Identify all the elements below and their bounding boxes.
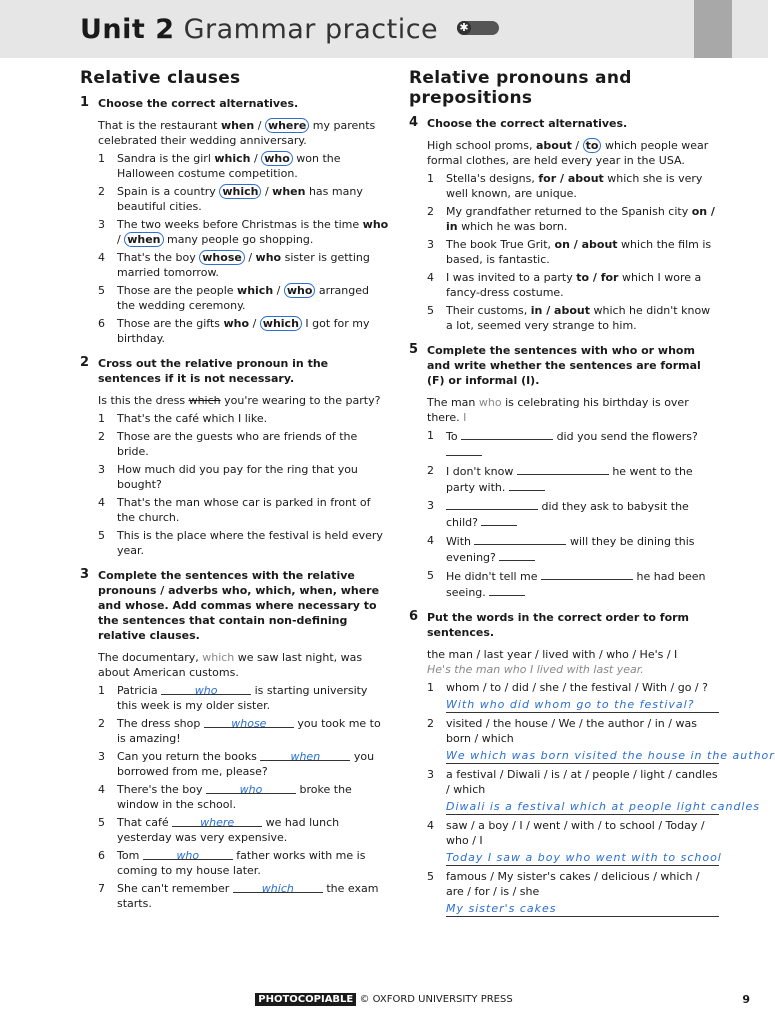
item-text: I was invited to a party bbox=[446, 271, 577, 284]
exercise-5-instruction bbox=[409, 343, 719, 388]
exercise-1-example: That is the restaurant when / where my parents celebrated their wedding anniversary. bbox=[98, 119, 376, 147]
list-item bbox=[409, 303, 719, 333]
item-text: is starting university this week is my older sister. bbox=[117, 684, 368, 712]
exercise-number: 5 bbox=[409, 342, 419, 357]
exercise-6-example: the man / last year / lived with / who / He's / I He's the man who I lived with last year. bbox=[427, 648, 678, 676]
item-number: 1 bbox=[427, 681, 434, 694]
item-number: 6 bbox=[98, 317, 105, 330]
item-text: Sandra is the girl bbox=[117, 152, 215, 165]
photocopiable-badge: PHOTOCOPIABLE bbox=[255, 993, 356, 1006]
star-badge bbox=[457, 21, 499, 35]
item-number: 1 bbox=[427, 172, 434, 185]
circled-answer[interactable]: to bbox=[583, 138, 602, 153]
list-item bbox=[409, 463, 719, 495]
item-text: famous / My sister's cakes / delicious / which / are / for / is / she bbox=[446, 870, 700, 898]
item-text: Tom bbox=[117, 849, 143, 862]
handwritten-answer[interactable]: We which was born visited the house in the author bbox=[446, 749, 775, 762]
item-number: 5 bbox=[98, 284, 105, 297]
left-heading: Relative clauses bbox=[80, 68, 241, 88]
exercise-2-instruction bbox=[80, 356, 390, 386]
exercise-6-instruction bbox=[409, 610, 719, 640]
header-tab bbox=[694, 0, 732, 58]
item-text: Stella's designs, bbox=[446, 172, 539, 185]
exercise-5-example: The man who is celebrating his birthday is over there. I bbox=[427, 396, 689, 424]
options[interactable]: on / in bbox=[446, 205, 715, 233]
answer-blank[interactable]: who bbox=[206, 782, 296, 794]
instruction-text: Put the words in the correct order to form sentences. bbox=[427, 611, 690, 639]
exercise-4-items bbox=[409, 171, 719, 333]
list-item bbox=[80, 250, 390, 280]
item-number: 5 bbox=[427, 870, 434, 883]
option-2[interactable]: who bbox=[261, 151, 293, 166]
item-text: did they ask to babysit the child? bbox=[446, 500, 689, 529]
list-item bbox=[80, 411, 390, 426]
item-text: She can't remember bbox=[117, 882, 233, 895]
left-column bbox=[80, 64, 390, 911]
exercise-6-items bbox=[409, 680, 775, 917]
item-text: he went to the party with. bbox=[446, 465, 693, 494]
item-number: 4 bbox=[427, 534, 434, 547]
item-text: sister is getting married tomorrow. bbox=[117, 251, 370, 279]
item-text: Patricia bbox=[117, 684, 162, 697]
exercise-3-items bbox=[80, 683, 390, 911]
list-item bbox=[80, 716, 390, 746]
right-heading: Relative pronouns and prepositions bbox=[409, 68, 632, 108]
item-number: 4 bbox=[98, 496, 105, 509]
exercise-1-instruction bbox=[80, 96, 390, 111]
item-text: I don't know bbox=[446, 465, 517, 478]
handwritten-answer[interactable]: Diwali is a festival which at people light candles bbox=[446, 800, 760, 813]
item-text: The two weeks before Christmas is the time bbox=[117, 218, 363, 231]
formality-blank[interactable] bbox=[509, 479, 545, 491]
list-item bbox=[80, 683, 390, 713]
page-number: 9 bbox=[742, 993, 750, 1006]
item-text: The dress shop bbox=[117, 717, 204, 730]
formality-blank[interactable] bbox=[489, 584, 525, 596]
item-text: The book True Grit, bbox=[446, 238, 555, 251]
option-1[interactable]: which bbox=[219, 184, 261, 199]
list-item bbox=[80, 283, 390, 313]
item-number: 5 bbox=[98, 816, 105, 829]
item-text: you took me to is amazing! bbox=[117, 717, 381, 745]
option-1[interactable]: who bbox=[223, 317, 250, 330]
exercise-2-items bbox=[80, 411, 390, 558]
item-text: which I wore a fancy-dress costume. bbox=[446, 271, 702, 299]
option-2[interactable]: which bbox=[260, 316, 302, 331]
item-text: whom / to / did / she / the festival / With / go / ? bbox=[446, 681, 708, 694]
answer-blank[interactable]: where bbox=[172, 815, 262, 827]
item-text: Spain is a country bbox=[117, 185, 220, 198]
item-number: 1 bbox=[98, 412, 105, 425]
options[interactable]: on / about bbox=[554, 238, 618, 251]
item-text: I got for my birthday. bbox=[117, 317, 370, 345]
item-text[interactable]: That's the man whose car is parked in front of the church. bbox=[117, 496, 371, 524]
item-number: 5 bbox=[427, 569, 434, 582]
exercise-5-items bbox=[409, 428, 719, 600]
instruction-text: Choose the correct alternatives. bbox=[98, 97, 299, 110]
item-text: Can you return the books bbox=[117, 750, 261, 763]
list-item bbox=[409, 171, 719, 201]
list-item bbox=[409, 270, 719, 300]
item-text: he had been seeing. bbox=[446, 570, 706, 599]
page-title bbox=[80, 14, 499, 45]
handwritten-answer[interactable]: My sister's cakes bbox=[446, 901, 719, 917]
instruction-text: Cross out the relative pronoun in the sentences if it is not necessary. bbox=[98, 357, 329, 385]
exercise-1-items bbox=[80, 151, 390, 346]
item-text: To bbox=[446, 430, 462, 443]
exercise-number: 1 bbox=[80, 95, 90, 110]
item-text: Those are the people bbox=[117, 284, 238, 297]
item-number: 4 bbox=[98, 251, 105, 264]
handwritten-answer[interactable]: Today I saw a boy who went with to school bbox=[446, 851, 722, 864]
item-text: With bbox=[446, 535, 475, 548]
item-number: 3 bbox=[427, 768, 434, 781]
item-text: a festival / Diwali / is / at / people / light / candles / which bbox=[446, 768, 718, 796]
item-number: 5 bbox=[427, 304, 434, 317]
item-number: 4 bbox=[427, 271, 434, 284]
exercise-2-example: Is this the dress which you're wearing to the party? bbox=[98, 394, 381, 407]
item-text: My grandfather returned to the Spanish city bbox=[446, 205, 692, 218]
item-text: father works with me is coming to my house later. bbox=[117, 849, 366, 877]
options[interactable]: to / for bbox=[576, 271, 619, 284]
right-column bbox=[409, 64, 775, 919]
item-number: 3 bbox=[98, 463, 105, 476]
item-number: 2 bbox=[427, 205, 434, 218]
answer-blank[interactable] bbox=[446, 498, 538, 510]
list-item bbox=[80, 151, 390, 181]
item-number: 2 bbox=[427, 717, 434, 730]
exercise-4-example: High school proms, about / to which people wear formal clothes, are held every year in the USA. bbox=[427, 139, 709, 167]
answer-blank[interactable] bbox=[474, 533, 566, 545]
options[interactable]: in / about bbox=[530, 304, 591, 317]
item-number: 5 bbox=[98, 529, 105, 542]
item-text: we had lunch yesterday was very expensive. bbox=[117, 816, 340, 844]
item-text[interactable]: How much did you pay for the ring that you bought? bbox=[117, 463, 358, 491]
copyright: © OXFORD UNIVERSITY PRESS bbox=[356, 994, 513, 1005]
formality-tag: I bbox=[463, 411, 467, 424]
item-text: which he was born. bbox=[457, 220, 568, 233]
item-text: visited / the house / We / the author / in / was born / which bbox=[446, 717, 697, 745]
item-text: has many beautiful cities. bbox=[117, 185, 363, 213]
instruction-text: Choose the correct alternatives. bbox=[427, 117, 628, 130]
list-item bbox=[80, 749, 390, 779]
answer-blank[interactable]: whose bbox=[204, 716, 294, 728]
star-icon: ✱ bbox=[457, 21, 471, 35]
answer-blank[interactable]: who bbox=[143, 848, 233, 860]
item-number: 3 bbox=[98, 750, 105, 763]
item-text[interactable]: This is the place where the festival is held every year. bbox=[117, 529, 383, 557]
item-text: which she is very well known, are unique. bbox=[446, 172, 703, 200]
item-text: you borrowed from me, please? bbox=[117, 750, 375, 778]
answer-blank[interactable]: which bbox=[233, 881, 323, 893]
instruction-text: Complete the sentences with the relative pronouns / adverbs who, which, when, where and whose. Add commas where necessary to the sentences that contain non-defining relative clauses. bbox=[98, 569, 380, 642]
list-item bbox=[409, 533, 719, 565]
formality-blank[interactable] bbox=[499, 549, 535, 561]
item-text: many people go shopping. bbox=[163, 233, 314, 246]
list-item bbox=[80, 495, 390, 525]
item-text: arranged the wedding ceremony. bbox=[117, 284, 369, 312]
list-item bbox=[409, 680, 719, 695]
exercise-number: 6 bbox=[409, 609, 419, 624]
footer bbox=[0, 994, 768, 1005]
answer-blank[interactable]: when bbox=[260, 749, 350, 761]
list-item bbox=[409, 716, 719, 746]
section-title: Grammar practice bbox=[183, 14, 439, 45]
item-number: 3 bbox=[427, 499, 434, 512]
list-item bbox=[409, 204, 719, 234]
option-2[interactable]: when bbox=[124, 232, 163, 247]
exercise-number: 4 bbox=[409, 115, 419, 130]
item-number: 2 bbox=[98, 430, 105, 443]
option-separator: / bbox=[117, 233, 125, 246]
item-text: That café bbox=[117, 816, 173, 829]
item-text: will they be dining this evening? bbox=[446, 535, 695, 564]
item-number: 3 bbox=[98, 218, 105, 231]
item-text: which the film is based, is fantastic. bbox=[446, 238, 712, 266]
struck-word: which bbox=[188, 394, 221, 407]
option-1[interactable]: which bbox=[214, 152, 251, 165]
item-text: He didn't tell me bbox=[446, 570, 542, 583]
list-item bbox=[80, 429, 390, 459]
item-number: 6 bbox=[98, 849, 105, 862]
item-text[interactable]: Those are the guests who are friends of the bride. bbox=[117, 430, 358, 458]
option-separator: / bbox=[250, 152, 262, 165]
item-text: won the Halloween costume competition. bbox=[117, 152, 341, 180]
item-number: 1 bbox=[98, 684, 105, 697]
item-text: did you send the flowers? bbox=[553, 430, 698, 443]
option-2[interactable]: who bbox=[255, 251, 282, 264]
option-separator: / bbox=[244, 251, 256, 264]
item-text: which he didn't know a lot, seemed very strange to him. bbox=[446, 304, 711, 332]
handwritten-answer[interactable]: With who did whom go to the festival? bbox=[446, 697, 719, 713]
item-text: Those are the gifts bbox=[117, 317, 224, 330]
option-separator: / bbox=[249, 317, 260, 330]
option-2[interactable]: who bbox=[284, 283, 316, 298]
circled-answer[interactable]: where bbox=[265, 118, 309, 133]
list-item bbox=[409, 767, 719, 797]
list-item bbox=[409, 818, 719, 848]
unit-label: Unit 2 bbox=[80, 14, 175, 45]
item-text: saw / a boy / I / went / with / to school / Today / who / I bbox=[446, 819, 705, 847]
item-number: 3 bbox=[427, 238, 434, 251]
item-text: the exam starts. bbox=[117, 882, 379, 910]
item-number: 2 bbox=[98, 717, 105, 730]
item-text: There's the boy bbox=[117, 783, 207, 796]
list-item bbox=[409, 428, 719, 460]
answer-blank[interactable] bbox=[461, 428, 553, 440]
item-number: 7 bbox=[98, 882, 105, 895]
option-separator: / bbox=[261, 185, 273, 198]
exercise-number: 2 bbox=[80, 355, 90, 370]
list-item bbox=[80, 462, 390, 492]
option-1[interactable]: who bbox=[362, 218, 389, 231]
list-item bbox=[80, 184, 390, 214]
option-separator: / bbox=[273, 284, 284, 297]
option-1[interactable]: which bbox=[237, 284, 274, 297]
item-number: 2 bbox=[427, 464, 434, 477]
list-item bbox=[80, 528, 390, 558]
list-item bbox=[80, 217, 390, 247]
answer-blank[interactable]: who bbox=[161, 683, 251, 695]
list-item bbox=[80, 881, 390, 911]
item-number: 4 bbox=[98, 783, 105, 796]
exercise-3-instruction bbox=[80, 568, 390, 643]
formality-blank[interactable] bbox=[446, 444, 482, 456]
option-2[interactable]: when bbox=[272, 185, 306, 198]
item-text[interactable]: That's the café which I like. bbox=[117, 412, 268, 425]
instruction-text: Complete the sentences with who or whom and write whether the sentences are formal (F) or informal (I). bbox=[427, 344, 701, 387]
list-item bbox=[80, 815, 390, 845]
list-item bbox=[409, 237, 719, 267]
list-item bbox=[80, 848, 390, 878]
exercise-3-example: The documentary, which we saw last night, was about American customs. bbox=[98, 651, 363, 679]
item-text: broke the window in the school. bbox=[117, 783, 352, 811]
item-text: Their customs, bbox=[446, 304, 531, 317]
item-number: 1 bbox=[427, 429, 434, 442]
list-item bbox=[409, 498, 719, 530]
list-item bbox=[80, 316, 390, 346]
item-number: 4 bbox=[427, 819, 434, 832]
list-item bbox=[80, 782, 390, 812]
item-number: 2 bbox=[98, 185, 105, 198]
item-number: 1 bbox=[98, 152, 105, 165]
exercise-number: 3 bbox=[80, 567, 90, 582]
exercise-4-instruction bbox=[409, 116, 719, 131]
list-item bbox=[409, 869, 719, 899]
formality-blank[interactable] bbox=[481, 514, 517, 526]
item-text: That's the boy bbox=[117, 251, 200, 264]
options[interactable]: for / about bbox=[538, 172, 604, 185]
option-1[interactable]: whose bbox=[199, 250, 245, 265]
answer-blank[interactable] bbox=[517, 463, 609, 475]
list-item bbox=[409, 568, 719, 600]
answer-blank[interactable] bbox=[541, 568, 633, 580]
